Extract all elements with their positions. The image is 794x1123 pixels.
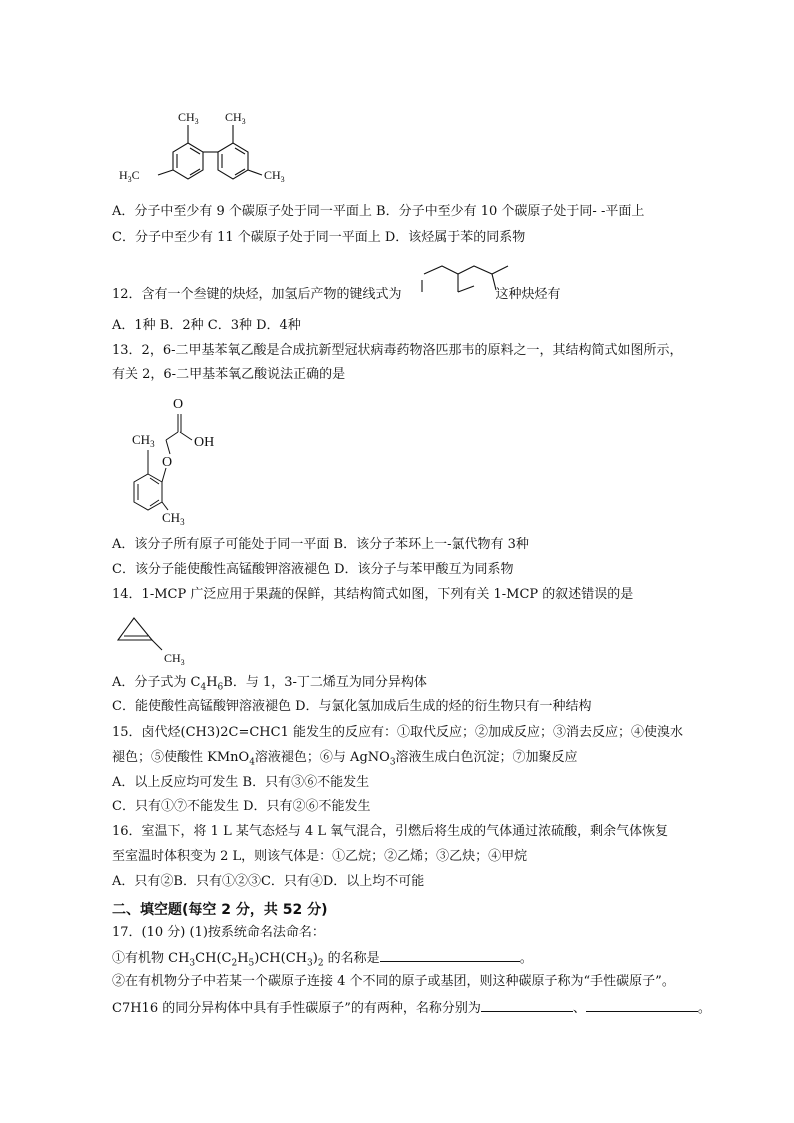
carbonyl-o-label: O: [173, 397, 184, 412]
q11-options-cd: C．分子中至少有 11 个碳原子处于同一平面上 D．该烃属于苯的同系物: [112, 230, 526, 245]
svg-text:CH3: $CH_3$: [132, 432, 155, 449]
svg-text:H3C: $H_3C$: [119, 168, 140, 184]
answer-blank[interactable]: [380, 948, 520, 962]
q16-stem-line2: 至室温时体积变为 2 L，则该气体是：①乙烷；②乙烯；③乙炔；④甲烷: [112, 849, 528, 864]
q15-stem-line1: 15．卤代烃(CH3)2C=CHC1 能发生的反应有：①取代反应；②加成反应；③消去反应；④使溴水: [112, 725, 683, 740]
biphenyl-structure-figure: [110, 105, 310, 190]
q14-stem: 14．1-MCP 广泛应用于果蔬的保鲜，其结构简式如图，下列有关 1-MCP 的叙述错误的是: [112, 587, 634, 602]
svg-text:CH3: $CH_3$: [225, 110, 246, 126]
q17-stem: 17．(10 分) (1)按系统命名法命名：: [112, 925, 325, 940]
h3c-label: H: [119, 168, 128, 182]
svg-text:CH3: $CH_3$: [178, 110, 199, 126]
ether-o-label: O: [162, 455, 173, 470]
ch3-label: CH: [164, 651, 181, 665]
q13-stem-line2: 有关 2，6-二甲基苯氧乙酸说法正确的是: [112, 367, 346, 382]
q12-stem-text: 12．含有一个叁键的炔烃，加氢后产物的键线式为: [112, 287, 402, 302]
q14-options-cd: C．能使酸性高锰酸钾溶液褪色 D．与氯化氢加成后生成的烃的衍生物只有一种结构: [112, 699, 592, 714]
ch3-label: CH: [132, 432, 151, 447]
q16-stem-line1: 16．室温下，将 1 L 某气态烃与 4 L 氧气混合，引燃后将生成的气体通过浓硫酸，剩余气体恢复: [112, 824, 669, 839]
q16-options: A．只有②B．只有①②③C．只有④D．以上均不可能: [112, 874, 425, 889]
q15-options-cd: C．只有①⑦不能发生 D．只有②⑥不能发生: [112, 799, 371, 814]
q15-stem-line2: 褪色；⑤使酸性 KMnO$_4$溶液褪色；⑥与 AgNO$_3$溶液生成白色沉淀；⑦加聚反应: [112, 750, 578, 768]
svg-text:CH3: $CH_3$: [164, 651, 185, 667]
ch3-label: CH: [178, 110, 195, 124]
dimethylphenoxyacetic-acid-figure: [110, 392, 230, 527]
q13-options-cd: C．该分子能使酸性高锰酸钾溶液褪色 D．该分子与苯甲酸互为同系物: [112, 562, 514, 577]
q13-options-ab: A．该分子所有原子可能处于同一平面 B．该分子苯环上一-氯代物有 3种: [112, 537, 529, 552]
q17-item2-line2: C7H16 的同分异构体中具有手性碳原子”的有两种，名称分别为 、 。: [112, 998, 711, 1018]
answer-blank[interactable]: [586, 998, 698, 1012]
q12-options: A．1种 B．2种 C．3种 D．4种: [112, 318, 301, 333]
hydroxyl-label: OH: [194, 435, 215, 450]
q11-options-ab: A．分子中至少有 9 个碳原子处于同一平面上 B．分子中至少有 10 个碳原子处于同- -平面上: [112, 204, 645, 219]
q12-stem-tail: 这种炔烃有: [495, 287, 561, 302]
answer-blank[interactable]: [481, 998, 573, 1012]
methylcyclopropene-figure: [112, 610, 202, 665]
ch3-label: CH: [225, 110, 242, 124]
section-heading: 二、填空题(每空 2 分，共 52 分): [112, 902, 328, 918]
svg-text:CH3: $CH_3$: [162, 510, 185, 527]
q14-options-ab: A．分子式为 $C_4H_6B$．与 1，3-丁二烯互为同分异构体: [112, 675, 427, 693]
q17-item1: ①有机物 $CH_3CH(C_2H_5)CH(CH_3)_2$ 的名称是 。: [112, 948, 533, 973]
ch3-label: CH: [264, 168, 281, 182]
ch3-label: CH: [162, 510, 181, 525]
q13-stem-line1: 13．2，6-二甲基苯氧乙酸是合成抗新型冠状病毒药物洛匹那韦的原料之一，其结构简式如图所示，: [112, 343, 683, 358]
skeletal-formula-figure: [422, 260, 518, 296]
svg-text:CH3: $CH_3$: [264, 168, 285, 184]
q15-options-ab: A．以上反应均可发生 B．只有③⑥不能发生: [112, 775, 370, 790]
q17-item2-line1: ②在有机物分子中若某一个碳原子连接 4 个不同的原子或基团，则这种碳原子称为“手性碳原子”。: [112, 974, 675, 989]
